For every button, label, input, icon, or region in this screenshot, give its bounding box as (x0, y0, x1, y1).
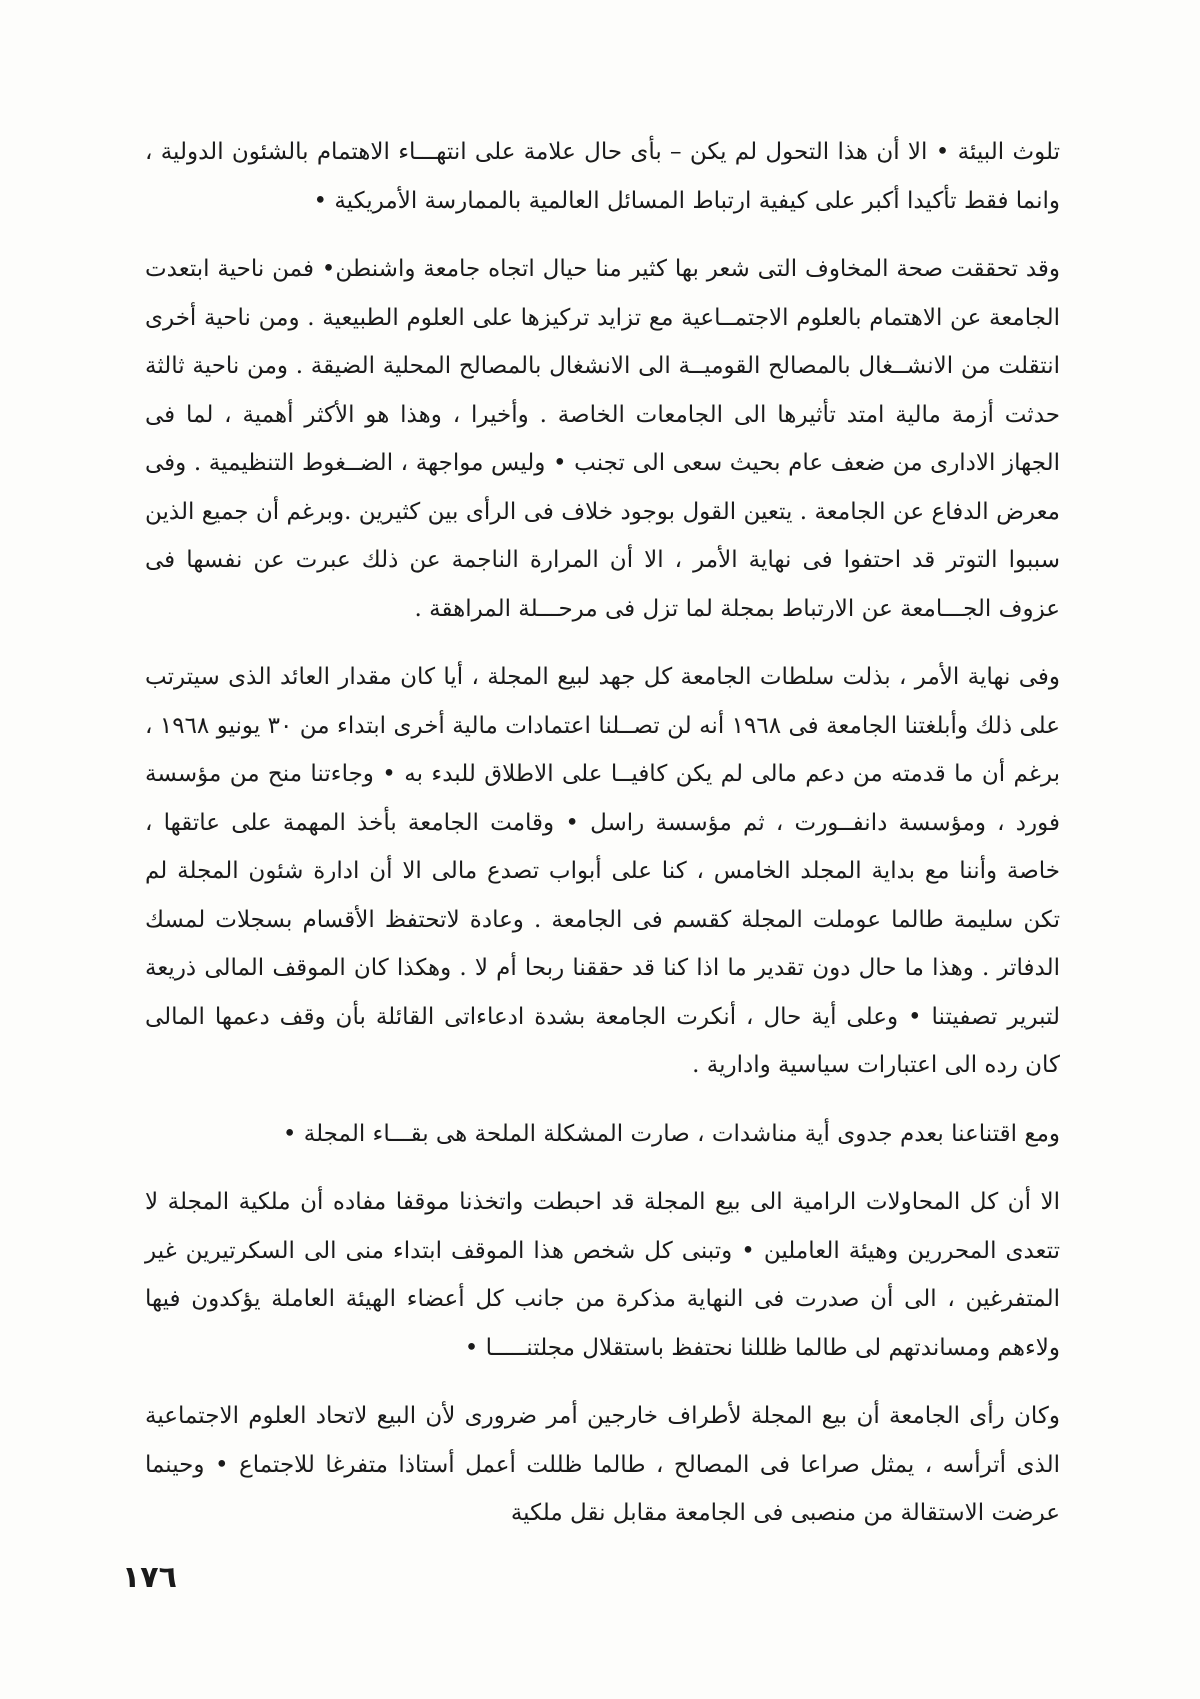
paragraph-1: تلوث البيئة • الا أن هذا التحول لم يكن – بأى حال علامة على انتهـــاء الاهتمام بالشئون الدولية ، وانما فقط تأكيدا أكبر على كيفية ارتباط المسائل العالمية بالممارسة الأمريكية • (145, 139, 1060, 214)
paragraph-6: وكان رأى الجامعة أن بيع المجلة لأطراف خارجين أمر ضرورى لأن البيع لاتحاد العلوم الاجتماعية الذى أترأسه ، يمثل صراعا فى المصالح ، طالما ظللت أعمل أستاذا متفرغا للاجتماع • وحينما عرضت الاستقالة من منصبى فى الجامعة مقابل نقل ملكية (145, 1403, 1060, 1526)
paragraph-2: وقد تحققت صحة المخاوف التى شعر بها كثير منا حيال اتجاه جامعة واشنطن• فمن ناحية ابتعدت الجامعة عن الاهتمام بالعلوم الاجتمــاعية مع تزايد تركيزها على العلوم الطبيعية . ومن ناحية أخرى انتقلت من الانشــغال بالمصالح القوميــة الى الانشغال بالمصالح المحلية الضيقة . ومن ناحية ثالثة حدثت أزمة مالية امتد تأثيرها الى الجامعات الخاصة . وأخيرا ، وهذا هو الأكثر أهمية ، لما فى الجهاز الادارى من ضعف عام بحيث سعى الى تجنب • وليس مواجهة ، الضــغوط التنظيمية . وفى معرض الدفاع عن الجامعة . يتعين القول بوجود خلاف فى الرأى بين كثيرين .وبرغم أن جميع الذين سببوا التوتر قد احتفوا فى نهاية الأمر ، الا أن المرارة الناجمة عن ذلك عبرت عن نفسها فى عزوف الجـــامعة عن الارتباط بمجلة لما تزل فى مرحـــلة المراهقة . (145, 256, 1060, 622)
paragraph-3: وفى نهاية الأمر ، بذلت سلطات الجامعة كل جهد لبيع المجلة ، أيا كان مقدار العائد الذى سيترتب على ذلك وأبلغتنا الجامعة فى ١٩٦٨ أنه لن تصــلنا اعتمادات مالية أخرى ابتداء من ٣٠ يونيو ١٩٦٨ ، برغم أن ما قدمته من دعم مالى لم يكن كافيــا على الاطلاق للبدء به • وجاءتنا منح من مؤسسة فورد ، ومؤسسة دانفــورت ، ثم مؤسسة راسل • وقامت الجامعة بأخذ المهمة على عاتقها ، خاصة وأننا مع بداية المجلد الخامس ، كنا على أبواب تصدع مالى الا أن ادارة شئون المجلة لم تكن سليمة طالما عوملت المجلة كقسم فى الجامعة . وعادة لاتحتفظ الأقسام بسجلات لمسك الدفاتر . وهذا ما حال دون تقدير ما اذا كنا قد حققنا ربحا أم لا . وهكذا كان الموقف المالى ذريعة لتبرير تصفيتنا • وعلى أية حال ، أنكرت الجامعة بشدة ادعاءاتى القائلة بأن وقف دعمها المالى كان رده الى اعتبارات سياسية وادارية . (145, 664, 1061, 1078)
paragraph-4: ومع اقتناعنا بعدم جدوى أية مناشدات ، صارت المشكلة الملحة هى بقـــاء المجلة • (282, 1120, 1060, 1147)
paragraph-5: الا أن كل المحاولات الرامية الى بيع المجلة قد احبطت واتخذنا موقفا مفاده أن ملكية المجلة لا تتعدى المحررين وهيئة العاملين • وتبنى كل شخص هذا الموقف ابتداء منى الى السكرتيرين غير المتفرغين ، الى أن صدرت فى النهاية مذكرة من جانب كل أعضاء الهيئة العاملة يؤكدون فيها ولاءهم ومساندتهم لى طالما ظللنا نحتفظ باستقلال مجلتنـــــا • (145, 1189, 1060, 1361)
page-number: ١٧٦ (122, 1560, 177, 1595)
body-text (145, 128, 1060, 1558)
